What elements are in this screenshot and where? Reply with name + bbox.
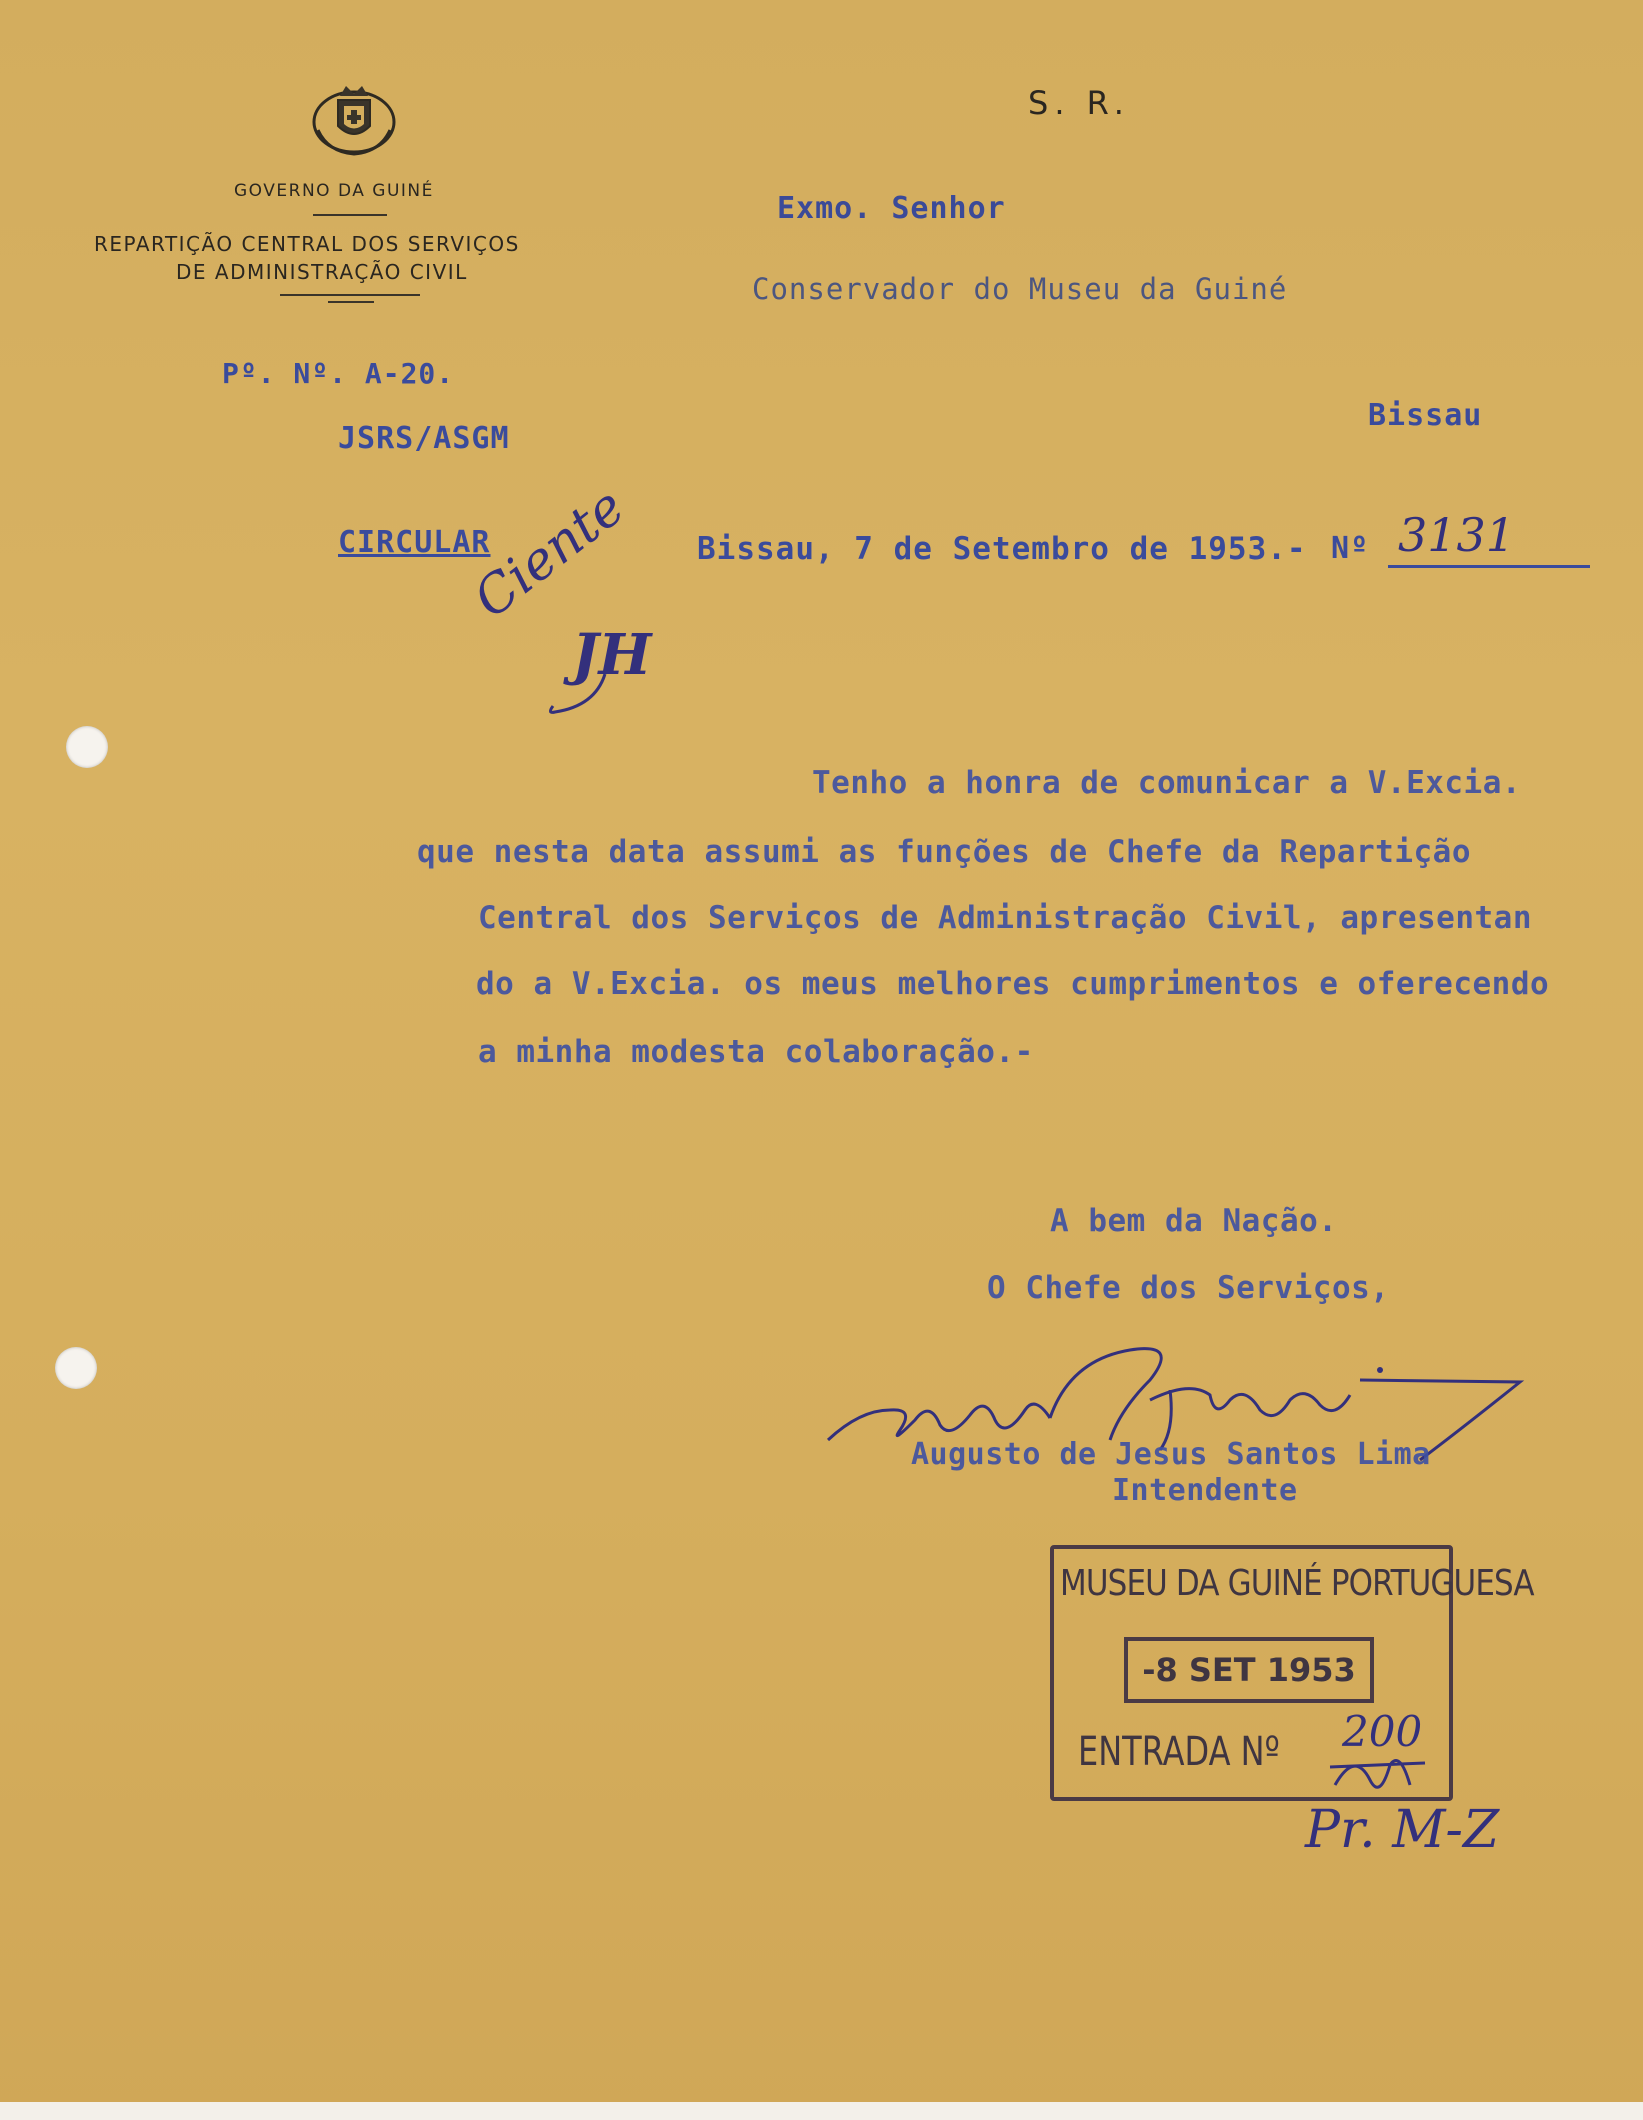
punch-hole-bottom — [55, 1347, 97, 1389]
ciente-annotation: Ciente — [463, 476, 636, 630]
letterhead-department-line2: DE ADMINISTRAÇÃO CIVIL — [176, 260, 468, 284]
body-line-2: que nesta data assumi as funções de Chefe da Repartição — [417, 834, 1471, 870]
number-label: Nº — [1331, 531, 1370, 566]
letterhead-department-line1: REPARTIÇÃO CENTRAL DOS SERVIÇOS — [94, 232, 520, 256]
signatory-name: Augusto de Jesus Santos Lima — [911, 1437, 1431, 1472]
circular-number: 3131 — [1398, 508, 1516, 562]
place-date: Bissau, 7 de Setembro de 1953.- — [697, 531, 1307, 567]
letterhead-divider-2 — [280, 294, 420, 296]
circular-label: CIRCULAR — [338, 525, 491, 560]
signatory-rank: Intendente — [1112, 1473, 1298, 1508]
letterhead-government: GOVERNO DA GUINÉ — [234, 181, 434, 201]
body-line-5: a minha modesta colaboração.- — [478, 1034, 1034, 1070]
body-line-1: Tenho a honra de comunicar a V.Excia. — [812, 765, 1522, 801]
stamp-title: MUSEU DA GUINÉ PORTUGUESA — [1060, 1563, 1534, 1604]
stamp-date: -8 SET 1953 — [1124, 1637, 1374, 1703]
number-underline — [1388, 565, 1590, 568]
addressee-city: Bissau — [1368, 398, 1483, 433]
ciente-initials: JH — [572, 622, 652, 688]
body-line-4: do a V.Excia. os meus melhores cumprimentos e oferecendo — [476, 966, 1550, 1002]
initials-flourish — [545, 670, 635, 720]
stamp-entry-number: 200 — [1342, 1707, 1423, 1756]
stamp-initials-scribble — [1325, 1745, 1435, 1805]
coat-of-arms-crest — [308, 70, 400, 162]
paper-edge — [0, 2102, 1643, 2120]
handwritten-reference: Pr. M-Z — [1305, 1800, 1500, 1860]
reference-initials: JSRS/ASGM — [338, 421, 510, 456]
closing-role: O Chefe dos Serviços, — [987, 1270, 1390, 1306]
addressee-salutation: Exmo. Senhor — [777, 191, 1006, 226]
body-line-3: Central dos Serviços de Administração Civil, apresentan — [478, 900, 1532, 936]
closing-motto: A bem da Nação. — [1050, 1203, 1338, 1239]
letterhead-divider-3 — [328, 301, 374, 303]
letterhead-divider-1 — [313, 214, 387, 216]
process-reference: Pº. Nº. A-20. — [222, 357, 455, 390]
stamp-entry-label: ENTRADA Nº — [1078, 1729, 1280, 1775]
header-mark: S. R. — [1028, 84, 1130, 122]
punch-hole-top — [66, 726, 108, 768]
addressee-title: Conservador do Museu da Guiné — [752, 272, 1288, 306]
